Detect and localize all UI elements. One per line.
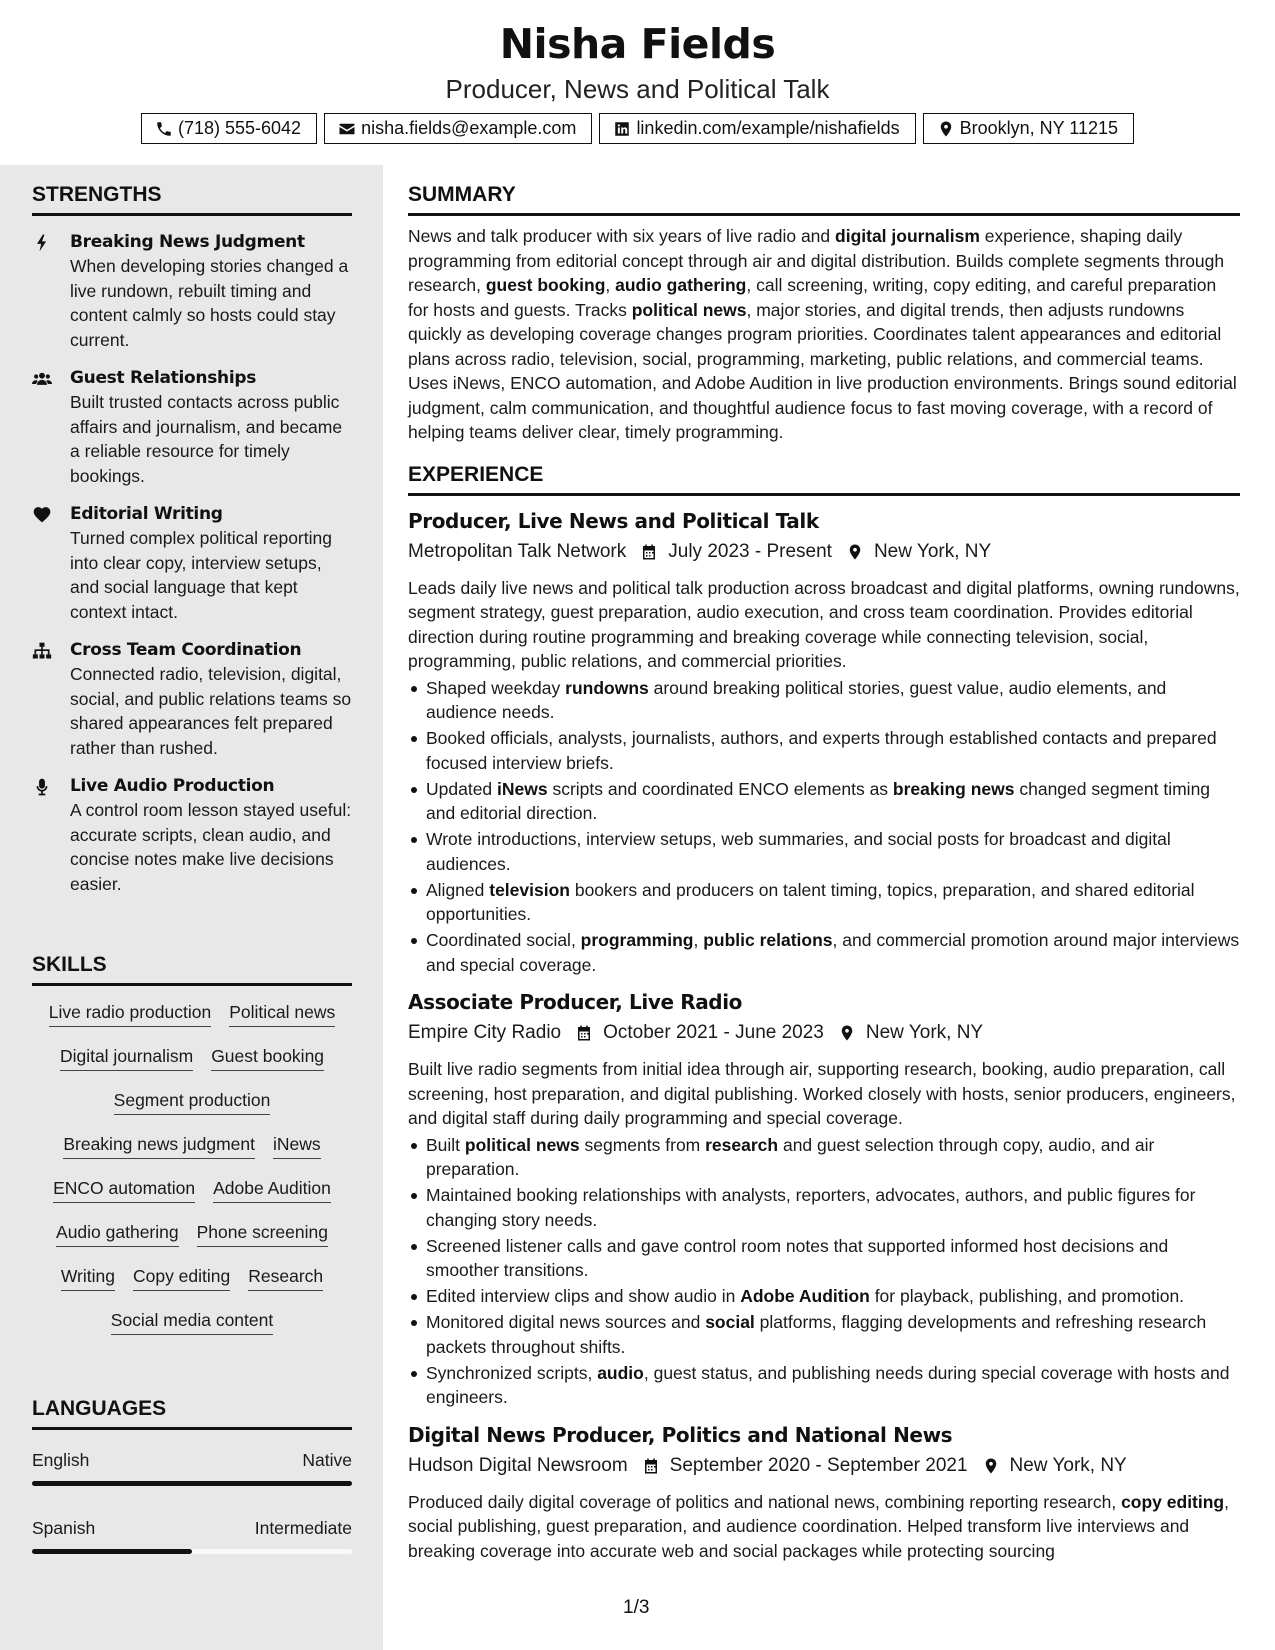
skill-tag: Research xyxy=(248,1266,323,1291)
strength-title: Cross Team Coordination xyxy=(70,640,302,660)
bullet-item: Shaped weekday rundowns around breaking political stories, guest value, audio elements, and audience needs. xyxy=(408,676,1240,725)
contact-email[interactable] xyxy=(324,113,592,144)
strengths-section xyxy=(32,183,352,896)
proficiency-fill xyxy=(32,1549,192,1554)
envelope-icon xyxy=(338,120,356,138)
job-company: Metropolitan Talk Network xyxy=(408,540,627,562)
job-meta xyxy=(408,537,1240,567)
candidate-title: Producer, News and Political Talk xyxy=(445,74,830,104)
job-bullets xyxy=(408,1133,1240,1410)
skill-tag: Breaking news judgment xyxy=(63,1134,255,1159)
job-description: Produced daily digital coverage of politics and national news, combining reporting research, copy editing, social publishing, guest preparation, and audience coordination. Helped transform live interviews and breaking coverage into accurate web and social packages while protecting sourcing xyxy=(408,1491,1229,1561)
calendar-icon xyxy=(642,1457,660,1475)
linkedin-icon xyxy=(613,120,631,138)
section-title-summary: SUMMARY xyxy=(408,183,1240,216)
bullet-item: Booked officials, analysts, journalists, authors, and experts through established contacts and prepared focused interview briefs. xyxy=(408,726,1240,775)
resume-header xyxy=(0,0,1275,165)
job-company: Hudson Digital Newsroom xyxy=(408,1454,628,1476)
section-title-languages: LANGUAGES xyxy=(32,1397,352,1430)
strength-item xyxy=(32,638,352,760)
bullet-item: Updated iNews scripts and coordinated ENCO elements as breaking news changed segment timing and editorial direction. xyxy=(408,777,1240,826)
map-pin-icon xyxy=(838,1024,856,1042)
contact-text: Brooklyn, NY 11215 xyxy=(959,118,1119,138)
job-dates: September 2020 - September 2021 xyxy=(669,1454,968,1476)
job-location: New York, NY xyxy=(873,540,992,562)
strength-item xyxy=(32,502,352,624)
job-meta xyxy=(408,1451,1240,1481)
bullet-item: Maintained booking relationships with analysts, reporters, advocates, authors, and public figures for changing story needs. xyxy=(408,1183,1240,1232)
skill-tag: Adobe Audition xyxy=(213,1178,331,1203)
skill-tag: Audio gathering xyxy=(56,1222,179,1247)
proficiency-bar xyxy=(32,1549,352,1554)
skill-tag: Writing xyxy=(61,1266,115,1291)
job-entry xyxy=(408,987,1240,1410)
contact-text: linkedin.com/example/nishafields xyxy=(636,118,900,138)
strength-desc: When developing stories changed a live rundown, rebuilt timing and content calmly so hosts could stay current. xyxy=(70,256,349,350)
job-description: Leads daily live news and political talk production across broadcast and digital platforms, owning rundowns, segment strategy, guest preparation, audio execution, and cross team coordination. Provides editorial direction during routine programming and breaking coverage while connecting television, social, programming, public relations, and commercial priorities. xyxy=(408,577,1240,671)
contact-bar xyxy=(0,113,1275,144)
language-item xyxy=(32,1450,352,1486)
users-icon xyxy=(32,369,52,389)
strength-title: Breaking News Judgment xyxy=(70,232,305,252)
skill-tag: Digital journalism xyxy=(60,1046,193,1071)
phone-icon xyxy=(155,120,173,138)
bullet-item: Screened listener calls and gave control room notes that supported informed host decisions and smoother transitions. xyxy=(408,1234,1240,1283)
job-dates: July 2023 - Present xyxy=(668,540,832,562)
summary-text: News and talk producer with six years of live radio and digital journalism experience, shaping daily programming from editorial concept through air and digital distribution. Builds complete segments through research, guest booking, audio gathering, call screening, writing, copy editing, and careful preparation for hosts and guests. Tracks political news, major stories, and digital trends, then adjusts rundowns quickly as developing coverage changes program priorities. Coordinates talent appearances and editorial plans across radio, television, social, programming, marketing, public relations, and commercial teams. Uses iNews, ENCO automation, and Adobe Audition in live production environments. Brings sound editorial judgment, calm communication, and thoughtful audience focus to fast moving coverage, with a record of helping teams deliver clear, timely programming. xyxy=(408,226,1237,442)
strength-item xyxy=(32,774,352,896)
microphone-icon xyxy=(32,777,52,797)
skill-tag: Copy editing xyxy=(133,1266,230,1291)
strength-title: Guest Relationships xyxy=(70,368,257,388)
strength-desc: Connected radio, television, digital, social, and public relations teams so shared appearances felt prepared rather than rushed. xyxy=(70,664,352,758)
skill-tag: Segment production xyxy=(114,1090,271,1115)
strength-desc: Turned complex political reporting into clear copy, interview setups, and social language that kept context intact. xyxy=(70,528,332,622)
map-pin-icon xyxy=(846,543,864,561)
bullet-item: Wrote introductions, interview setups, web summaries, and social posts for broadcast and digital audiences. xyxy=(408,827,1240,876)
job-bullets xyxy=(408,676,1240,978)
job-meta xyxy=(408,1018,1240,1048)
strength-title: Editorial Writing xyxy=(70,504,223,524)
job-title: Digital News Producer, Politics and National News xyxy=(408,1422,953,1447)
main-content xyxy=(408,165,1240,1563)
skill-tag: Phone screening xyxy=(197,1222,328,1247)
language-name: Spanish xyxy=(32,1518,96,1538)
proficiency-bar xyxy=(32,1481,352,1486)
skill-tag: ENCO automation xyxy=(53,1178,195,1203)
strength-item xyxy=(32,230,352,352)
contact-phone[interactable] xyxy=(141,113,317,144)
skill-tag: Guest booking xyxy=(211,1046,324,1071)
bullet-item: Built political news segments from research and guest selection through copy, audio, and air preparation. xyxy=(408,1133,1240,1182)
section-title-strengths: STRENGTHS xyxy=(32,183,352,216)
strength-title: Live Audio Production xyxy=(70,776,275,796)
bullet-item: Synchronized scripts, audio, guest status, and publishing needs during special coverage with hosts and engineers. xyxy=(408,1361,1240,1410)
skills-section xyxy=(32,953,352,1335)
strength-desc: Built trusted contacts across public affairs and journalism, and became a reliable resource for timely bookings. xyxy=(70,392,343,486)
page-number: 1/3 xyxy=(623,1597,650,1618)
skills-list xyxy=(32,1002,352,1335)
contact-location[interactable] xyxy=(923,113,1134,144)
heart-icon xyxy=(32,505,52,525)
language-level: Native xyxy=(302,1450,352,1470)
job-entry xyxy=(408,506,1240,978)
contact-text: (718) 555-6042 xyxy=(177,118,302,138)
job-description: Built live radio segments from initial idea through air, supporting research, booking, audio preparation, call screening, host preparation, and digital publishing. Worked closely with hosts, senior producers, engineers, and digital staff during daily programming and special coverage. xyxy=(408,1059,1236,1128)
contact-linkedin[interactable] xyxy=(599,113,915,144)
experience-section xyxy=(408,463,1240,1564)
sitemap-icon xyxy=(32,641,52,661)
section-title-skills: SKILLS xyxy=(32,953,352,986)
section-title-experience: EXPERIENCE xyxy=(408,463,1240,496)
bullet-item: Monitored digital news sources and social platforms, flagging developments and refreshing research packets throughout shifts. xyxy=(408,1310,1240,1359)
language-level: Intermediate xyxy=(254,1518,352,1538)
skill-tag: iNews xyxy=(273,1134,321,1159)
language-name: English xyxy=(32,1450,90,1470)
sidebar xyxy=(0,165,383,1650)
map-pin-icon xyxy=(937,120,955,138)
calendar-icon xyxy=(640,543,658,561)
strength-item xyxy=(32,366,352,488)
bullet-item: Coordinated social, programming, public relations, and commercial promotion around major interviews and special coverage. xyxy=(408,928,1240,977)
job-entry xyxy=(408,1420,1240,1564)
candidate-name: Nisha Fields xyxy=(499,20,776,68)
skill-tag: Political news xyxy=(229,1002,335,1027)
skill-tag: Live radio production xyxy=(49,1002,211,1027)
proficiency-fill xyxy=(32,1481,352,1486)
job-location: New York, NY xyxy=(865,1022,984,1043)
job-title: Producer, Live News and Political Talk xyxy=(408,508,819,533)
languages-section xyxy=(32,1397,352,1554)
job-dates: October 2021 - June 2023 xyxy=(603,1022,824,1043)
job-location: New York, NY xyxy=(1009,1454,1127,1476)
calendar-icon xyxy=(575,1024,593,1042)
job-company: Empire City Radio xyxy=(408,1022,562,1043)
summary-section xyxy=(408,183,1240,445)
contact-text: nisha.fields@example.com xyxy=(361,118,577,138)
bullet-item: Edited interview clips and show audio in Adobe Audition for playback, publishing, and promotion. xyxy=(408,1284,1240,1309)
language-item xyxy=(32,1518,352,1554)
bolt-icon xyxy=(32,233,52,253)
strength-desc: A control room lesson stayed useful: accurate scripts, clean audio, and concise notes make live decisions easier. xyxy=(70,800,352,894)
bullet-item: Aligned television bookers and producers on talent timing, topics, preparation, and shared editorial opportunities. xyxy=(408,878,1240,927)
skill-tag: Social media content xyxy=(111,1310,273,1335)
map-pin-icon xyxy=(982,1457,1000,1475)
job-title: Associate Producer, Live Radio xyxy=(408,990,743,1014)
